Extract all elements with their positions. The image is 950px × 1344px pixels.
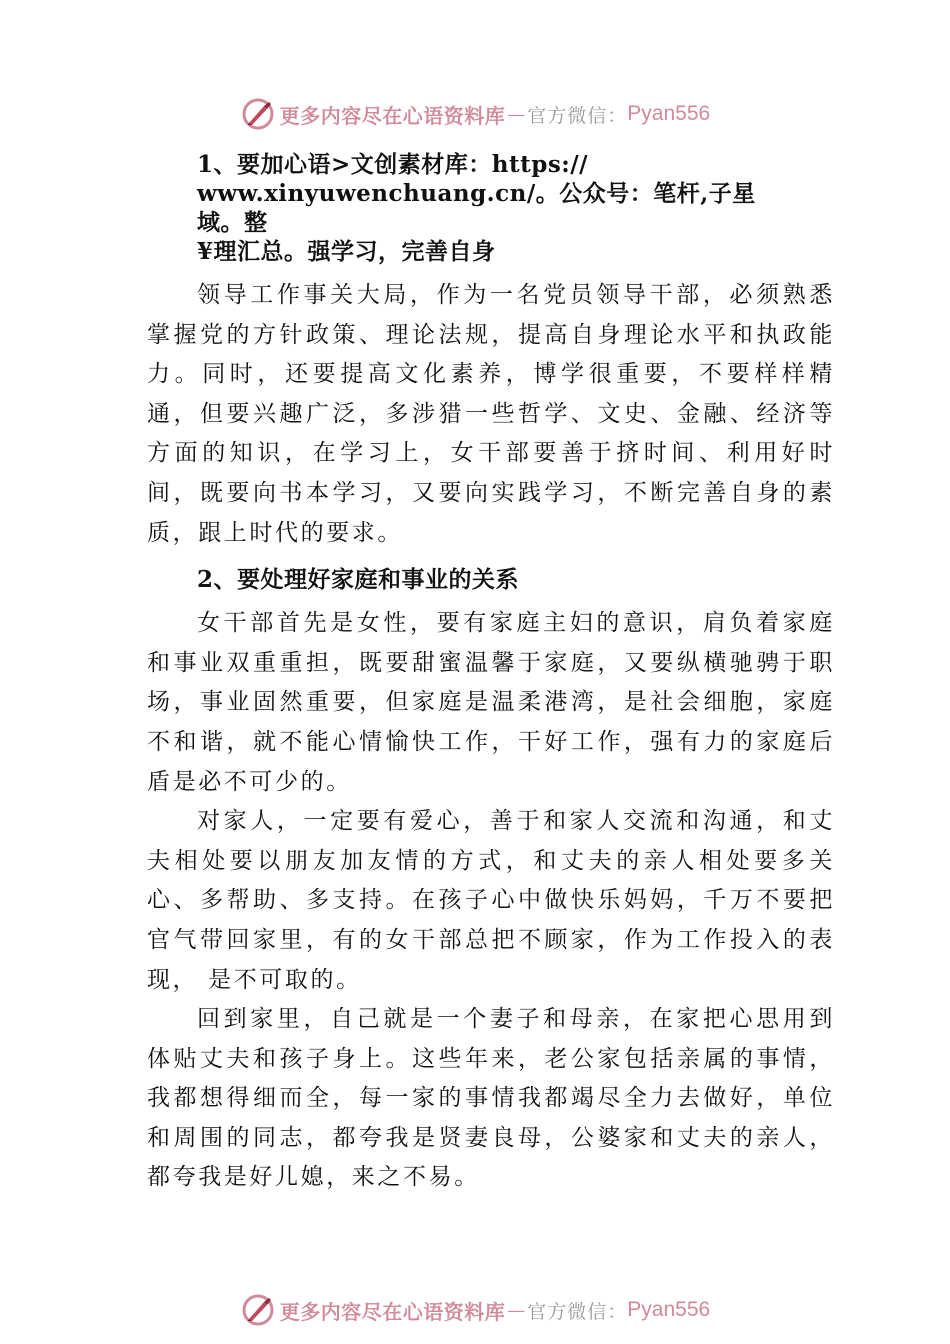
footer-banner [0,1290,950,1330]
banner-wechat-label: 官方微信： [527,1300,628,1323]
banner-dash: — [507,1299,526,1321]
paragraph-4: 回到家里，自己就是一个妻子和母亲，在家把心思用到体贴丈夫和孩子身上。这些年来，老公家包括亲属的事情， 我都想得细而全，每一家的事情我都竭尽全力去做好，单位和周围的同志，都夸我是贤妻良母，公婆家和丈夫的亲人， 都夸我是好儿媳，来之不易。 [147,1006,835,1191]
banner-main-text: 更多内容尽在心语资料库 [279,1299,506,1324]
document-body [147,150,835,1198]
banner-dash: — [507,103,526,125]
section-heading-1: 1、要加心语>文创素材库：https:// www.xinyuwenchuang.cn/。公众号：笔杆,子星域。整 ¥理汇总。强学习，完善自身 [197,151,756,265]
paragraph-2: 女干部首先是女性，要有家庭主妇的意识，肩负着家庭和事业双重重担，既要甜蜜温馨于家庭，又要纵横驰骋于职场，事业固然重要，但家庭是温柔港湾，是社会细胞，家庭不和谐，就不能心情愉快工作，干好工作，强有力的家庭后盾是必不可少的。 [147,610,835,795]
paragraph-3: 对家人，一定要有爱心，善于和家人交流和沟通，和丈夫相处要以朋友加友情的方式，和丈夫的亲人相处要多关心、多帮助、多支持。在孩子心中做快乐妈妈，千万不要把官气带回家里，有的女干部总把不顾家，作为工作投入的表现， 是不可取的。 [147,808,835,993]
banner-main-text: 更多内容尽在心语资料库 [279,103,506,128]
pen-nib-logo-icon [240,1292,276,1328]
pen-nib-logo-icon [240,96,276,132]
section-heading-2: 2、要处理好家庭和事业的关系 [197,566,520,594]
banner-wechat-label: 官方微信： [527,104,628,127]
banner-wechat-id: Pyan556 [627,102,711,125]
banner-wechat-id: Pyan556 [627,1298,711,1321]
paragraph-1: 领导工作事关大局，作为一名党员领导干部，必须熟悉掌握党的方针政策、理论法规，提高自身理论水平和执政能力。同时，还要提高文化素养，博学很重要，不要样样精通，但要兴趣广泛，多涉猎一些哲学、文史、金融、经济等方面的知识，在学习上，女干部要善于挤时间、利用好时间，既要向书本学习，又要向实践学习，不断完善自身的素质，跟上时代的要求。 [147,282,835,546]
header-banner [0,94,950,134]
